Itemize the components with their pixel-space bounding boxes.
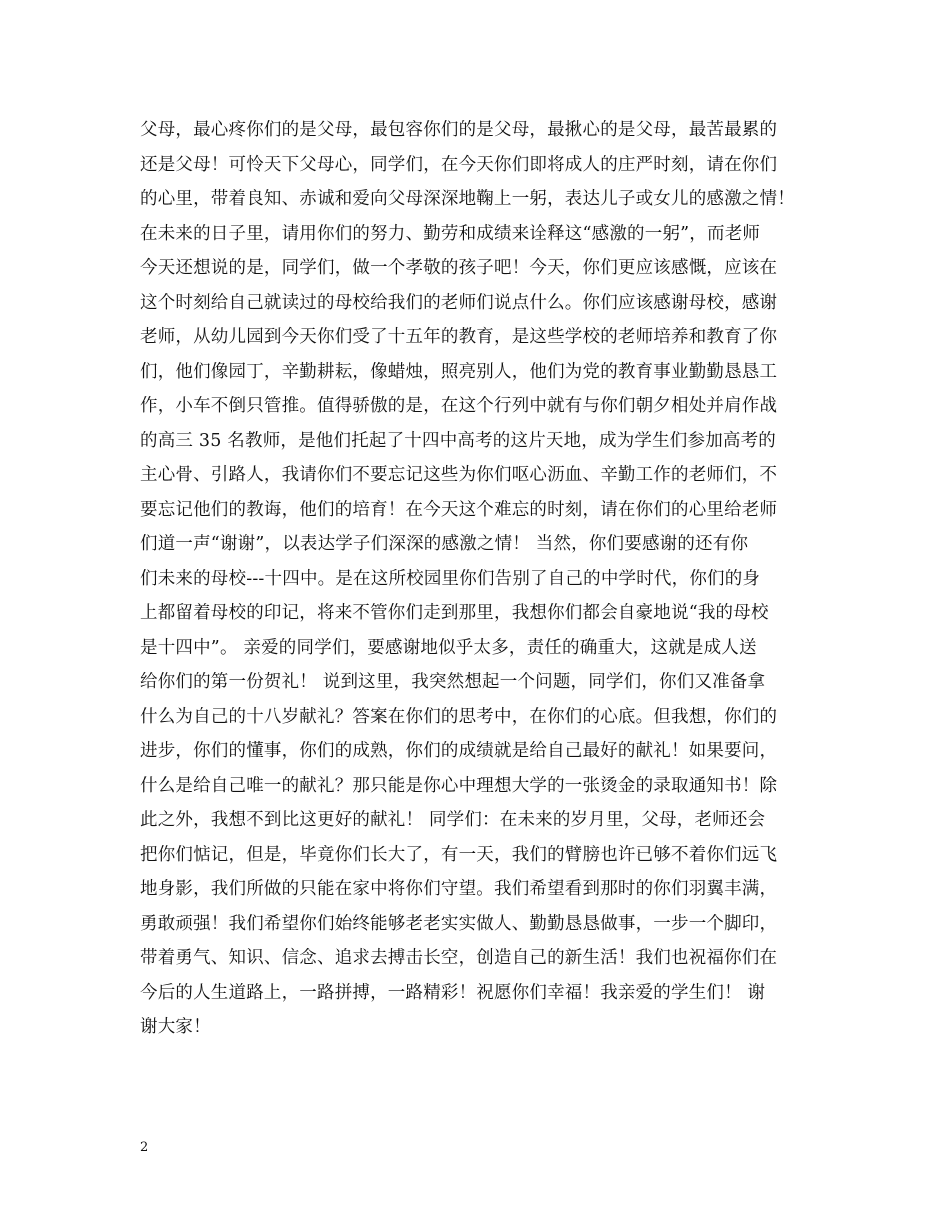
- text-line: 们道一声“谢谢”，以表达学子们深深的感激之情！ 当然，你们要感谢的还有你: [140, 534, 749, 554]
- text-line: 作，小车不倒只管推。值得骄傲的是，在这个行列中就有与你们朝夕相处并肩作战: [140, 396, 778, 416]
- text-line: 什么为自己的十八岁献礼？答案在你们的思考中，在你们的心底。但我想，你们的: [140, 706, 778, 727]
- text-line: 们未来的母校---十四中。是在这所校园里你们告别了自己的中学时代，你们的身: [140, 568, 761, 589]
- text-line: 把你们惦记，但是，毕竟你们长大了，有一天，我们的臂膀也许已够不着你们远飞: [140, 844, 778, 865]
- text-line: 谢大家！: [140, 1017, 211, 1037]
- text-line: 在未来的日子里，请用你们的努力、勤劳和成绩来诠释这“感激的一躬”，而老师: [140, 223, 761, 244]
- text-line: 的心里，带着良知、赤诚和爱向父母深深地鞠上一躬，表达儿子或女儿的感激之情！: [140, 189, 795, 209]
- text-line: 还是父母！可怜天下父母心，同学们，在今天你们即将成人的庄严时刻，请在你们: [140, 154, 778, 175]
- text-line: 这个时刻给自己就读过的母校给我们的老师们说点什么。你们应该感谢母校，感谢: [140, 292, 778, 313]
- text-line: 地身影，我们所做的只能在家中将你们守望。我们希望看到那时的你们羽翼丰满，: [140, 879, 778, 899]
- text-line: 今后的人生道路上，一路拼搏，一路精彩！祝愿你们幸福！我亲爱的学生们！ 谢: [140, 982, 766, 1003]
- text-line: 父母，最心疼你们的是父母，最包容你们的是父母，最揪心的是父母，最苦最累的: [140, 120, 778, 140]
- text-line: 是十四中”。 亲爱的同学们，要感谢地似乎太多，责任的确重大，这就是成人送: [140, 637, 757, 658]
- text-line: 进步，你们的懂事，你们的成熟，你们的成绩就是给自己最好的献礼！如果要问，: [140, 741, 778, 761]
- text-line: 今天还想说的是，同学们，做一个孝敬的孩子吧！今天，你们更应该感慨，应该在: [140, 258, 778, 278]
- text-line: 老师，从幼儿园到今天你们受了十五年的教育，是这些学校的老师培养和教育了你: [140, 327, 778, 347]
- text-line: 勇敢顽强！我们希望你们始终能够老老实实做人、勤勤恳恳做事，一步一个脚印，: [140, 913, 778, 934]
- text-line: 们，他们像园丁，辛勤耕耘，像蜡烛，照亮别人，他们为党的教育事业勤勤恳恳工: [140, 361, 778, 382]
- text-line: 带着勇气、知识、信念、追求去搏击长空，创造自己的新生活！我们也祝福你们在: [140, 948, 778, 968]
- text-line: 什么是给自己唯一的献礼？那只能是你心中理想大学的一张烫金的录取通知书！除: [140, 775, 778, 796]
- page-number: 2: [140, 1140, 149, 1155]
- body-text: [140, 113, 840, 1045]
- text-line: 上都留着母校的印记，将来不管你们走到那里，我想你们都会自豪地说“我的母校: [140, 603, 769, 623]
- text-line: 的高三 35 名教师，是他们托起了十四中高考的这片天地，成为学生们参加高考的: [140, 430, 776, 451]
- text-line: 要忘记他们的教诲，他们的培育！在今天这个难忘的时刻，请在你们的心里给老师: [140, 499, 778, 520]
- text-line: 给你们的第一份贺礼！ 说到这里，我突然想起一个问题，同学们，你们又准备拿: [140, 672, 766, 692]
- text-line: 此之外，我想不到比这更好的献礼！ 同学们：在未来的岁月里，父母，老师还会: [140, 810, 766, 830]
- text-line: 主心骨、引路人，我请你们不要忘记这些为你们呕心沥血、辛勤工作的老师们，不: [140, 465, 778, 485]
